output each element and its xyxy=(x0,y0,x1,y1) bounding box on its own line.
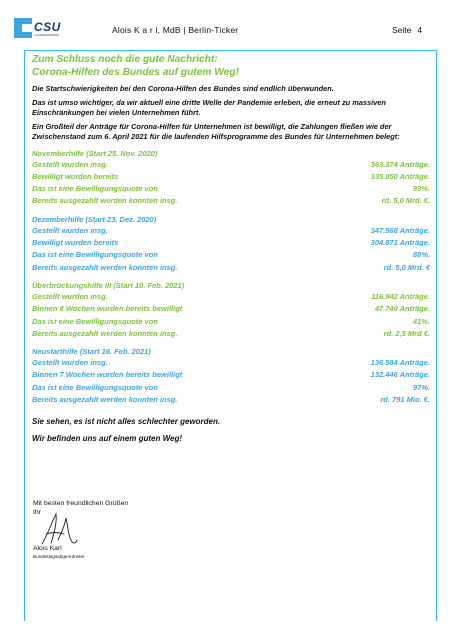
stat-row xyxy=(32,328,430,340)
stat-value: rd. 791 Mio. €. xyxy=(380,394,430,404)
stat-value: 47.740 Anträge. xyxy=(374,304,430,314)
stat-value: 136.584 Anträge. xyxy=(370,358,430,368)
stat-value: 304.871 Anträge. xyxy=(370,238,430,248)
headline-line-1: Zum Schluss noch die gute Nachricht: xyxy=(32,54,218,65)
stat-label: Bereits ausgezahlt werden konnten insg. xyxy=(32,262,178,272)
stat-label: Das ist eine Bewilligungsquote von xyxy=(32,184,158,194)
yours: Ihr xyxy=(33,509,41,516)
stat-value: 97%. xyxy=(412,382,430,392)
stat-row xyxy=(32,357,430,369)
page-label: Seite xyxy=(392,25,412,35)
logo-text: CSU xyxy=(34,20,61,34)
section-dezemberhilfe xyxy=(32,214,430,274)
stat-row xyxy=(32,303,430,315)
greeting: Mit besten freundlichen Grüßen xyxy=(33,500,129,507)
stat-label: Gestellt wurden insg. xyxy=(32,159,108,169)
csu-logo-mark-icon xyxy=(14,18,32,38)
closing-line-2: Wir befinden uns auf einem guten Weg! xyxy=(32,434,183,444)
stat-row xyxy=(32,159,430,171)
stat-value: 93%. xyxy=(412,184,430,194)
page-number: 4 xyxy=(417,25,423,35)
section-title: Dezemberhilfe (Start 23. Dez. 2020) xyxy=(32,214,157,224)
paragraph-2: Das ist umso wichtiger, da wir aktuell eine dritte Welle der Pandemie erleben, die erneut zu massiven Einschränkungen bei vielen Unternehmen führt. xyxy=(32,97,386,117)
closing-line-1: Sie sehen, es ist nicht alles schlechter geworden. xyxy=(32,417,221,427)
stat-label: Gestellt wurden insg. xyxy=(32,358,108,368)
page-indicator xyxy=(392,25,422,35)
stat-value: 88%. xyxy=(412,250,430,260)
stat-label: Das ist eine Bewilligungsquote von xyxy=(32,316,158,326)
section-neustarthilfe xyxy=(32,346,430,406)
handwritten-signature-icon xyxy=(38,510,78,548)
stat-row xyxy=(32,316,430,328)
stat-value: 132.446 Anträge. xyxy=(370,370,430,380)
stat-value: 363.374 Anträge. xyxy=(370,159,430,169)
section-novemberhilfe xyxy=(32,148,430,208)
stat-row xyxy=(32,394,430,406)
stat-label: Bereits ausgezahlt werden konnten insg. xyxy=(32,196,178,206)
stat-row xyxy=(32,382,430,394)
stat-value: 347.568 Anträge. xyxy=(370,225,430,235)
paragraph-3: Ein Großteil der Anträge für Corona-Hilfen für Unternehmen ist bewilligt, die Zahlungen fließen wie der Zwischenstand zum 6. April 2021 für die laufenden Hilfsprogramme des Bundes für Unternehmen belegt: xyxy=(32,121,400,141)
stat-label: Gestellt wurden insg. xyxy=(32,225,108,235)
stat-row xyxy=(32,195,430,207)
stat-label: Bereits ausgezahlt werden konnten insg. xyxy=(32,394,178,404)
stat-row xyxy=(32,225,430,237)
stat-label: Bewilligt wurden bereits xyxy=(32,238,119,248)
stat-label: Gestellt wurden insg. xyxy=(32,291,108,301)
stat-row xyxy=(32,171,430,183)
logo-subtext: LANDESGRUPPE xyxy=(34,33,59,37)
stat-value: rd. 5,0 Mrd. € xyxy=(383,262,430,272)
stat-row xyxy=(32,249,430,261)
header-title: Alois K a r l, MdB | Berlin-Ticker xyxy=(112,25,239,35)
stat-value: 116.942 Anträge. xyxy=(371,291,430,301)
stat-value: rd. 2,5 Mrd €. xyxy=(383,328,430,338)
signer-role: Bundestagsabgeordneter xyxy=(33,554,85,559)
stat-row xyxy=(32,291,430,303)
stat-row xyxy=(32,369,430,381)
stat-label: Binnen 8 Wochen wurden bereits bewilligt xyxy=(32,304,183,314)
stat-label: Bereits ausgezahlt werden konnten insg. xyxy=(32,328,178,338)
section-title: Novemberhilfe (Start 25. Nov. 2020) xyxy=(32,148,158,158)
stat-row xyxy=(32,262,430,274)
section-title: Neustarthilfe (Start 16. Feb. 2021) xyxy=(32,347,151,357)
stat-label: Das ist eine Bewilligungsquote von xyxy=(32,382,158,392)
paragraph-1: Die Startschwierigkeiten bei den Corona-Hilfen des Bundes sind endlich überwunden. xyxy=(32,84,334,93)
csu-logo xyxy=(14,18,74,40)
section-title: Überbrückungshilfe III (Start 10. Feb. 2021) xyxy=(32,280,185,290)
stat-value: 41%. xyxy=(412,316,430,326)
stat-row xyxy=(32,183,430,195)
stat-label: Bewilligt wurden bereits xyxy=(32,171,119,181)
signer-name: Alois Karl xyxy=(33,545,62,552)
stat-label: Binnen 7 Wochen wurden bereits bewilligt xyxy=(32,370,183,380)
stat-value: rd. 5,0 Mrd. €. xyxy=(381,196,430,206)
stat-row xyxy=(32,237,430,249)
stat-label: Das ist eine Bewilligungsquote von xyxy=(32,250,158,260)
section-ueberbrueckungshilfe xyxy=(32,280,430,340)
stat-value: 335.050 Anträge. xyxy=(370,171,430,181)
article xyxy=(32,54,430,446)
headline-line-2: Corona-Hilfen des Bundes auf gutem Weg! xyxy=(32,66,239,78)
